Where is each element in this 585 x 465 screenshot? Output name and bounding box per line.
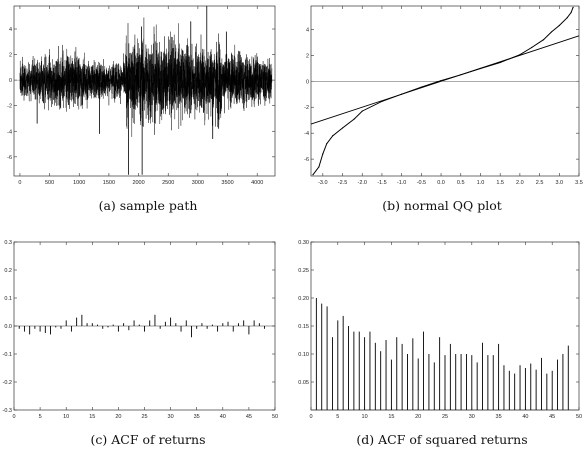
quantile-point: [567, 17, 568, 18]
panel-qq-plot: [304, 6, 583, 186]
y-tick-label: 4: [8, 27, 12, 34]
x-tick-label: 25: [141, 414, 148, 420]
x-tick-label: 30: [167, 414, 174, 420]
x-tick-label: 0.5: [456, 180, 465, 186]
panel-sample-path: [7, 6, 275, 186]
x-tick-label: -3.0: [318, 180, 328, 186]
y-tick-label: 0.1: [4, 296, 12, 302]
x-tick-label: 3.0: [555, 180, 564, 186]
quantile-point: [421, 87, 422, 88]
x-tick-label: 1000: [73, 180, 86, 186]
quantile-point: [354, 118, 355, 119]
y-tick-label: 0: [305, 79, 309, 86]
y-tick-label: 0.2: [4, 268, 12, 274]
x-tick-label: 5: [336, 414, 340, 420]
x-tick-label: 15: [89, 414, 96, 420]
x-tick-label: 1.5: [496, 180, 505, 186]
y-tick-label: 0.3: [4, 240, 12, 246]
caption-c: (c) ACF of returns: [90, 432, 206, 447]
x-tick-label: 5: [38, 414, 42, 420]
y-tick-label: 0.25: [298, 268, 309, 274]
quantile-point: [543, 39, 544, 40]
quantile-point: [500, 62, 501, 63]
x-tick-label: -2.0: [357, 180, 367, 186]
caption-d: (d) ACF of squared returns: [356, 432, 528, 447]
quantile-point: [318, 166, 319, 167]
panel-acf-squared-returns: [298, 240, 582, 420]
quantile-point: [362, 111, 363, 112]
x-tick-label: 3.5: [575, 180, 583, 186]
x-tick-label: 35: [495, 414, 502, 420]
x-tick-label: -2.5: [337, 180, 348, 186]
quantile-point: [342, 127, 343, 128]
x-tick-label: 2000: [132, 180, 145, 186]
y-tick-label: 0.05: [298, 380, 309, 386]
quantile-point: [571, 12, 572, 13]
x-tick-label: 45: [245, 414, 252, 420]
quantile-point: [480, 68, 481, 69]
quantile-point: [519, 54, 520, 55]
x-tick-label: 0: [18, 180, 22, 186]
x-tick-label: 20: [415, 414, 422, 420]
x-tick-label: 50: [271, 414, 279, 420]
y-tick-label: 4: [305, 27, 309, 34]
x-tick-label: 4000: [251, 180, 264, 186]
quantile-point: [572, 7, 573, 8]
x-tick-label: 35: [193, 414, 200, 420]
x-tick-label: 20: [115, 414, 122, 420]
y-tick-label: -0.3: [2, 408, 12, 414]
x-tick-label: 0: [12, 414, 16, 420]
y-tick-label: 2: [8, 52, 12, 59]
quantile-point: [326, 143, 327, 144]
series-line: [20, 18, 272, 137]
y-tick-label: 0: [8, 78, 12, 85]
x-tick-label: 40: [522, 414, 529, 420]
x-tick-label: 2500: [162, 180, 175, 186]
x-tick-label: 500: [44, 180, 55, 186]
y-tick-label: 2: [305, 53, 309, 60]
x-tick-label: 30: [468, 414, 475, 420]
y-tick-label: 0.0: [4, 324, 12, 330]
quantile-point: [312, 174, 313, 175]
x-tick-label: 10: [63, 414, 70, 420]
x-tick-label: -1.0: [396, 180, 407, 186]
y-tick-label: 0.10: [298, 352, 309, 358]
x-tick-label: 1.0: [476, 180, 485, 186]
x-tick-label: 10: [361, 414, 368, 420]
x-tick-label: 15: [388, 414, 395, 420]
y-tick-label: -2: [7, 103, 12, 110]
plot-frame: [311, 6, 579, 176]
quantile-point: [401, 94, 402, 95]
caption-b: (b) normal QQ plot: [382, 198, 502, 213]
x-tick-label: 0: [309, 414, 313, 420]
x-tick-label: 0.0: [437, 180, 445, 186]
y-tick-label: 0.30: [298, 240, 309, 246]
x-tick-label: 2.5: [535, 180, 544, 186]
quantile-curve: [313, 7, 573, 174]
caption-a: (a) sample path: [98, 198, 198, 213]
x-tick-label: 25: [441, 414, 449, 420]
quantile-point: [460, 74, 461, 75]
quantile-point: [559, 25, 560, 26]
y-tick-label: -0.1: [2, 352, 12, 358]
y-tick-label: -6: [304, 157, 309, 164]
x-tick-label: 1500: [102, 180, 116, 186]
quantile-point: [381, 101, 382, 102]
y-tick-label: -6: [7, 154, 12, 161]
y-tick-label: -2: [304, 105, 309, 112]
y-tick-label: -4: [7, 129, 12, 136]
x-tick-label: 45: [549, 414, 556, 420]
y-tick-label: 0.15: [298, 324, 309, 330]
panel-acf-returns: [3, 240, 279, 420]
x-tick-label: -1.5: [377, 180, 387, 186]
x-tick-label: 40: [219, 414, 226, 420]
quantile-point: [322, 153, 323, 154]
x-tick-label: -0.5: [416, 180, 427, 186]
y-tick-label: 0.20: [298, 296, 309, 302]
y-tick-label: -0.2: [2, 380, 12, 386]
x-tick-label: 3000: [191, 180, 205, 186]
x-tick-label: 50: [575, 414, 583, 420]
quantile-point: [531, 47, 532, 48]
quantile-point: [440, 80, 441, 81]
x-tick-label: 3500: [221, 180, 234, 186]
x-tick-label: 2.0: [516, 180, 524, 186]
quantile-point: [551, 31, 552, 32]
quantile-point: [332, 135, 333, 136]
y-tick-label: -4: [304, 131, 309, 138]
